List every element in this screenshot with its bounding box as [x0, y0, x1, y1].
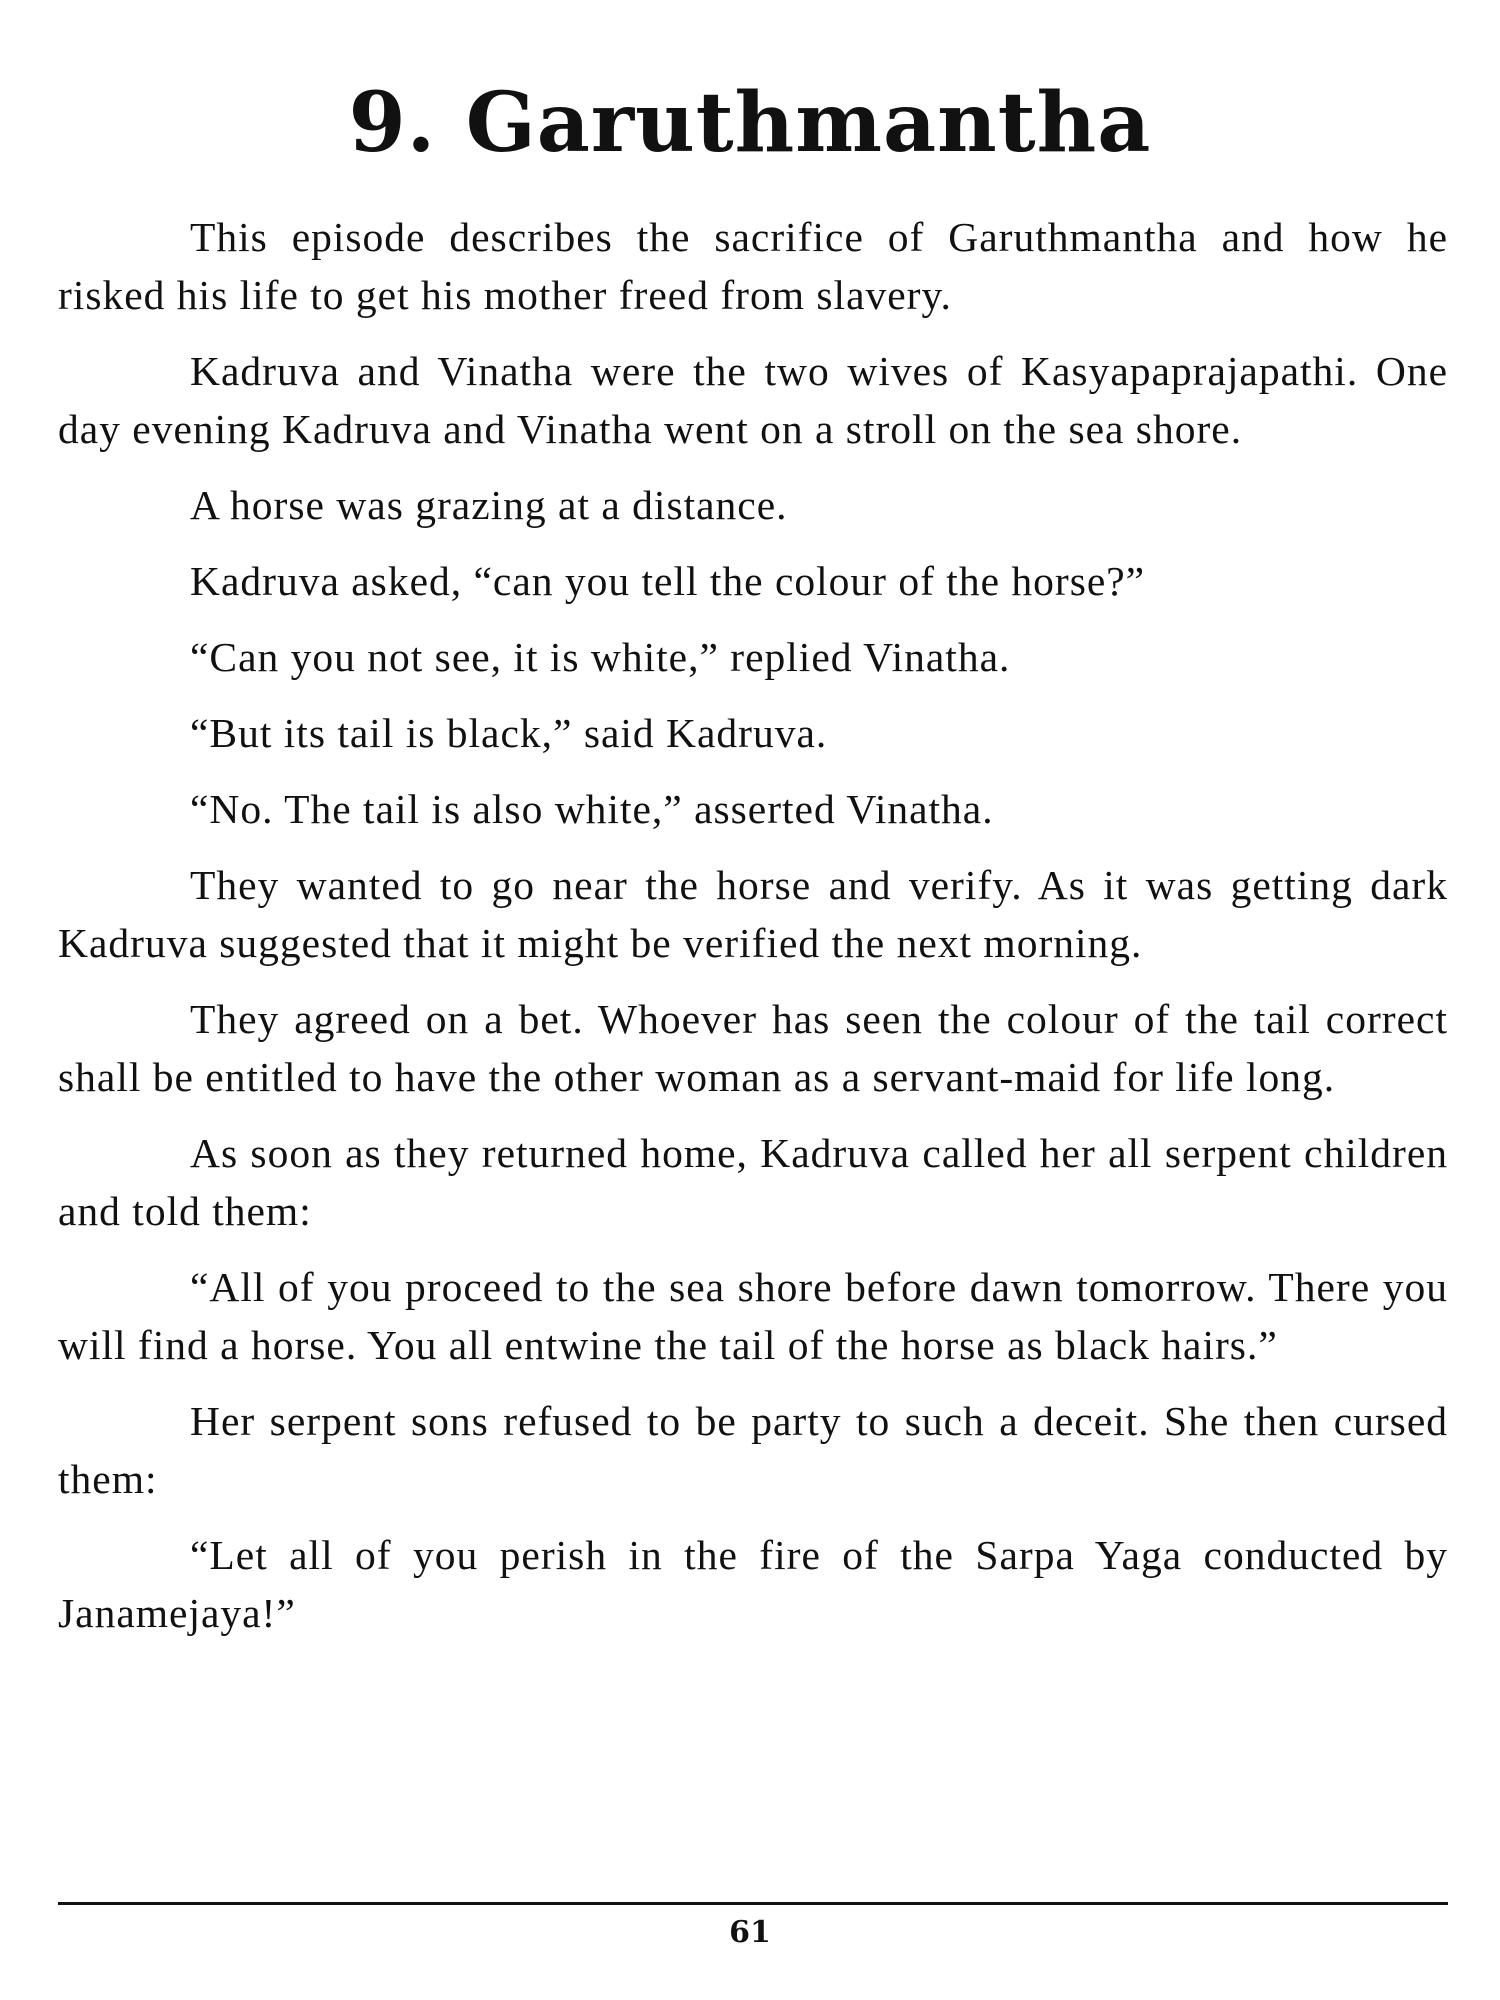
paragraph-vinatha-assert: “No. The tail is also white,” asserted Vinatha. — [190, 786, 994, 832]
paragraph-serpents-called: As soon as they returned home, Kadruva called her all serpent children and told them: — [58, 1130, 1448, 1234]
page-number: 61 — [729, 1915, 771, 1950]
paragraph-vinatha-reply: “Can you not see, it is white,” replied Vinatha. — [190, 634, 1011, 680]
paragraph-intro: This episode describes the sacrifice of Garuthmantha and how he risked his life to get his mother freed from slavery. — [58, 214, 1448, 318]
paragraph-curse: “Let all of you perish in the fire of the Sarpa Yaga conducted by Janamejaya!” — [58, 1532, 1448, 1636]
chapter-body — [58, 208, 1448, 1660]
paragraph-instruction: “All of you proceed to the sea shore before dawn tomorrow. There you will find a horse. You all entwine the tail of the horse as black hairs.” — [58, 1264, 1448, 1368]
paragraph-refusal: Her serpent sons refused to be party to such a deceit. She then cursed them: — [58, 1398, 1448, 1502]
paragraph-verify: They wanted to go near the horse and verify. As it was getting dark Kadruva suggested that it might be verified the next morning. — [58, 862, 1448, 966]
paragraph-horse: A horse was grazing at a distance. — [190, 482, 788, 528]
footer-divider — [58, 1902, 1448, 1905]
chapter-title: 9. Garuthmantha — [348, 75, 1152, 171]
paragraph-kadruva-claim: “But its tail is black,” said Kadruva. — [190, 710, 828, 756]
paragraph-wives: Kadruva and Vinatha were the two wives of Kasyapaprajapathi. One day evening Kadruva and Vinatha went on a stroll on the sea shore. — [58, 348, 1448, 452]
paragraph-kadruva-question: Kadruva asked, “can you tell the colour of the horse?” — [190, 558, 1146, 604]
paragraph-bet: They agreed on a bet. Whoever has seen the colour of the tail correct shall be entitled to have the other woman as a servant-maid for life long. — [58, 996, 1448, 1100]
